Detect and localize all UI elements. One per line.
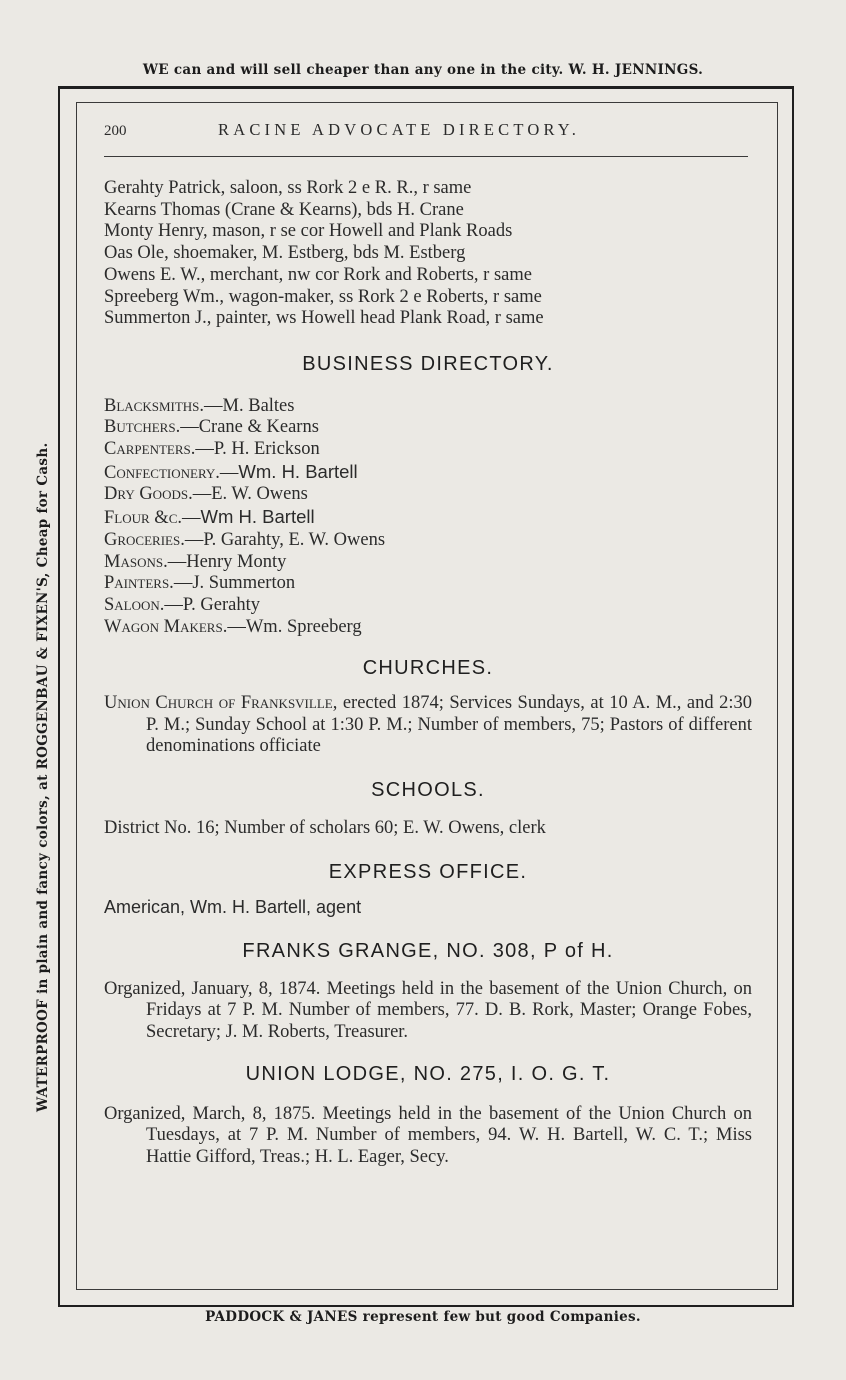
business-entry: Dry Goods.—E. W. Owens: [104, 484, 308, 505]
business-entry: Saloon.—P. Gerahty: [104, 594, 260, 615]
running-title: RACINE ADVOCATE DIRECTORY.: [218, 120, 581, 139]
directory-content: [104, 178, 752, 1169]
business-entry: Blacksmiths.—M. Baltes: [104, 395, 295, 416]
business-names: Crane & Kearns: [198, 417, 319, 438]
page-header: [104, 120, 748, 140]
grange-paragraph: Organized, January, 8, 1874. Meetings held in the basement of the Union Church, on Fridays at 7 P. M. Number of members, 77. D. B. Rork, Master; Orange Fobes, Secretary; J. M. Roberts, Treasurer.: [104, 978, 752, 1043]
business-category: Confectionery.: [104, 462, 220, 483]
business-entry: Masons.—Henry Monty: [104, 551, 287, 572]
express-office-text: American, Wm. H. Bartell, agent: [104, 897, 362, 918]
business-names: E. W. Owens: [211, 484, 308, 505]
header-rule: [104, 156, 748, 157]
business-names: P. H. Erickson: [213, 439, 320, 460]
business-names: Wm. H. Bartell: [238, 460, 358, 482]
business-entry: Flour &c.—Wm H. Bartell: [104, 506, 315, 529]
church-details: erected 1874; Services Sundays, at 10 A. M., and 2:30 P. M.; Sunday School at 1:30 P. M.; Number of members, 75; Pastors of different denominations officiate: [146, 693, 752, 757]
business-category: Masons.: [104, 551, 168, 572]
resident-entry: Monty Henry, mason, r se cor Howell and Plank Roads: [104, 221, 513, 242]
business-category: Carpenters.: [104, 439, 196, 460]
business-category: Painters.: [104, 573, 174, 594]
business-category: Butchers.: [104, 417, 181, 438]
business-entry: Confectionery.—Wm. H. Bartell: [104, 460, 358, 483]
business-list: [104, 396, 752, 639]
business-names: P. Garahty, E. W. Owens: [203, 529, 386, 550]
business-entry: Groceries.—P. Garahty, E. W. Owens: [104, 529, 386, 550]
business-category: Flour &c.: [104, 508, 182, 529]
churches-paragraph: [104, 693, 752, 758]
business-category: Groceries.: [104, 529, 185, 550]
business-names: Wm H. Bartell: [200, 506, 315, 528]
business-entry: Carpenters.—P. H. Erickson: [104, 439, 320, 460]
church-name: Union Church of Franksville,: [104, 693, 338, 714]
side-advertisement: WATERPROOF in plain and fancy colors, at ROGGENBAU & FIXEN'S, Cheap for Cash.: [35, 442, 51, 1112]
business-category: Wagon Makers.: [104, 616, 228, 637]
resident-entry: Kearns Thomas (Crane & Kearns), bds H. Crane: [104, 199, 464, 220]
business-entry: Butchers.—Crane & Kearns: [104, 417, 319, 438]
bottom-advertisement: PADDOCK & JANES represent few but good Companies.: [205, 1309, 641, 1325]
churches-heading: CHURCHES.: [362, 657, 494, 680]
business-names: Wm. Spreeberg: [245, 616, 362, 637]
resident-entry: Owens E. W., merchant, nw cor Rork and Roberts, r same: [104, 264, 532, 285]
business-entry: Wagon Makers.—Wm. Spreeberg: [104, 616, 362, 637]
page-number: 200: [104, 123, 127, 139]
business-category: Saloon.: [104, 594, 165, 615]
residents-list: [104, 178, 752, 330]
lodge-heading: UNION LODGE, NO. 275, I. O. G. T.: [245, 1062, 611, 1085]
resident-entry: Summerton J., painter, ws Howell head Plank Road, r same: [104, 308, 544, 329]
grange-heading: FRANKS GRANGE, NO. 308, P of H.: [242, 939, 614, 962]
schools-heading: SCHOOLS.: [371, 779, 485, 802]
schools-text: District No. 16; Number of scholars 60; E. W. Owens, clerk: [104, 817, 546, 838]
business-names: M. Baltes: [222, 395, 295, 416]
business-directory-heading: BUSINESS DIRECTORY.: [302, 352, 554, 375]
lodge-paragraph: Organized, March, 8, 1875. Meetings held in the basement of the Union Church on Tuesdays, at 7 P. M. Number of members, 94. W. H. Bartell, W. C. T.; Miss Hattie Gifford, Treas.; H. L. Eager, Secy.: [104, 1103, 752, 1167]
business-names: P. Gerahty: [182, 594, 260, 615]
express-office-heading: EXPRESS OFFICE.: [328, 860, 528, 883]
resident-entry: Spreeberg Wm., wagon-maker, ss Rork 2 e Roberts, r same: [104, 286, 542, 307]
top-advertisement: WE can and will sell cheaper than any one in the city. W. H. JENNINGS.: [142, 62, 704, 78]
business-entry: Painters.—J. Summerton: [104, 573, 296, 594]
resident-entry: Gerahty Patrick, saloon, ss Rork 2 e R. R., r same: [104, 178, 472, 198]
business-names: J. Summerton: [192, 573, 296, 594]
business-category: Dry Goods.: [104, 484, 193, 505]
business-category: Blacksmiths.: [104, 395, 205, 416]
resident-entry: Oas Ole, shoemaker, M. Estberg, bds M. Estberg: [104, 243, 466, 264]
business-names: Henry Monty: [186, 551, 287, 572]
